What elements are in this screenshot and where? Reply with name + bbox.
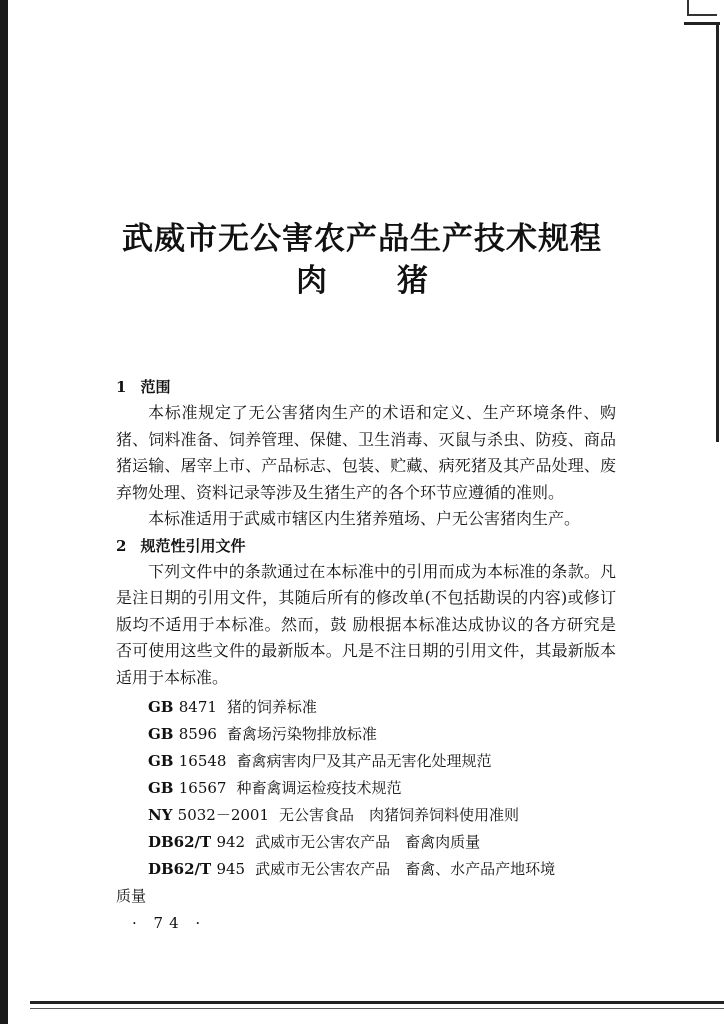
section-number: 2 <box>116 536 127 555</box>
reference-code: GB 8596 <box>148 725 217 743</box>
reference-item <box>116 856 616 883</box>
scan-corner-mark <box>687 0 717 16</box>
reference-item <box>116 802 616 829</box>
reference-item <box>116 775 616 802</box>
reference-title: 畜禽场污染物排放标准 <box>226 725 377 743</box>
reference-code: GB 8471 <box>148 698 217 716</box>
reference-code: NY 5032－2001 <box>148 806 270 824</box>
reference-code: GB 16567 <box>148 779 227 797</box>
paragraph: 本标准适用于武威市辖区内生猪养殖场、户无公害猪肉生产。 <box>148 509 581 528</box>
paragraph: 本标准规定了无公害猪肉生产的术语和定义、生产环境条件、购猪、饲料准备、饲养管理、保健、卫生消毒、灭鼠与杀虫、防疫、商品猪运输、屠宰上市、产品标志、包装、贮藏、病死猪及其产品处理、废弃物处理、资料记录等涉及生猪生产的各个环节应遵循的准则。 <box>116 403 616 502</box>
scan-right-tick <box>684 22 720 25</box>
reference-title: 无公害食品 肉猪饲养饲料使用准则 <box>279 806 520 824</box>
page-number: · 74 · <box>132 914 207 932</box>
section-number: 1 <box>116 378 127 396</box>
reference-title: 武威市无公害农产品 畜禽肉质量 <box>255 833 481 851</box>
reference-item <box>116 721 616 748</box>
document-title: 武威市无公害农产品生产技术规程 <box>122 221 602 257</box>
reference-item <box>116 748 616 775</box>
reference-title: 猪的饲养标准 <box>226 698 317 716</box>
reference-continuation: 质量 <box>116 887 147 905</box>
scan-bottom-rule <box>30 1001 724 1004</box>
section-title: 规范性引用文件 <box>140 536 246 555</box>
scan-left-edge <box>0 0 8 1024</box>
section-heading-scope <box>116 374 616 400</box>
reference-title: 畜禽病害肉尸及其产品无害化处理规范 <box>236 752 492 770</box>
reference-item <box>116 829 616 856</box>
subtitle-char-1: 肉 <box>296 263 327 299</box>
reference-item <box>116 694 616 721</box>
paragraph: 下列文件中的条款通过在本标准中的引用而成为本标准的条款。凡是注日期的引用文件，其随后所有的修改单(不包括勘误的内容)或修订版均不适用于本标准。然而，鼓 励根据本标准达成协议的各方研究是否可使用这些文件的最新版本。凡是不注日期的引用文件，其最新版本适用于本标准。 <box>116 561 616 687</box>
document-body <box>116 374 616 910</box>
reference-code: DB62/T 945 <box>148 860 246 878</box>
document-subtitle <box>0 255 724 300</box>
reference-list <box>116 694 616 883</box>
reference-code: GB 16548 <box>148 752 227 770</box>
reference-title: 武威市无公害农产品 畜禽、水产品产地环境 <box>255 860 556 878</box>
section-title: 范围 <box>140 378 171 396</box>
section-heading-references <box>116 533 616 559</box>
reference-code: DB62/T 942 <box>148 833 246 851</box>
reference-title: 种畜禽调运检疫技术规范 <box>236 779 402 797</box>
scan-bottom-rule-thin <box>30 1008 724 1009</box>
subtitle-char-2: 猪 <box>397 263 428 299</box>
